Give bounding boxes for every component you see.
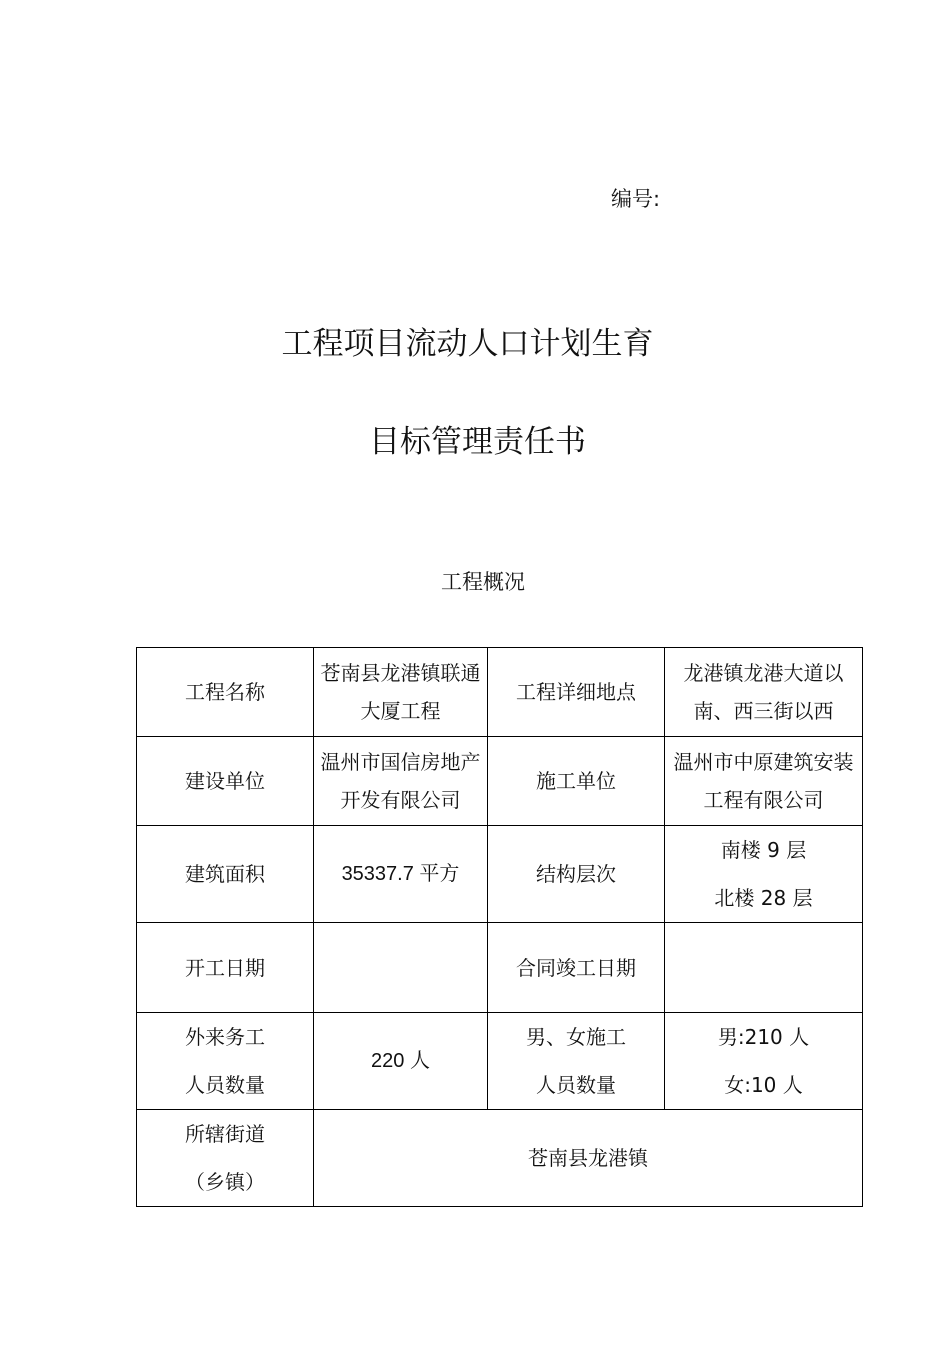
table-row bbox=[137, 737, 863, 826]
gender-workers-value bbox=[665, 1013, 863, 1110]
table-row bbox=[137, 826, 863, 923]
table-row bbox=[137, 1013, 863, 1110]
jurisdiction-label-line2: （乡镇） bbox=[185, 1170, 265, 1194]
male-workers-count: 男:210 人 bbox=[717, 1025, 810, 1049]
migrant-workers-label-line1: 外来务工 bbox=[185, 1025, 265, 1049]
migrant-workers-label-line2: 人员数量 bbox=[185, 1073, 265, 1097]
migrant-workers-value: 220 人 bbox=[314, 1013, 488, 1110]
document-title-line1: 工程项目流动人口计划生育 bbox=[281, 326, 654, 362]
female-workers-count: 女:10 人 bbox=[724, 1073, 803, 1097]
structure-floors-value bbox=[665, 826, 863, 923]
project-location-label: 工程详细地点 bbox=[488, 648, 665, 737]
project-name-label: 工程名称 bbox=[137, 648, 314, 737]
start-date-label: 开工日期 bbox=[137, 923, 314, 1013]
table-row bbox=[137, 923, 863, 1013]
jurisdiction-label bbox=[137, 1110, 314, 1207]
project-overview-table bbox=[136, 647, 863, 1207]
table-row bbox=[137, 1110, 863, 1207]
north-building-floors: 北楼 28 层 bbox=[714, 886, 813, 910]
south-building-floors: 南楼 9 层 bbox=[720, 838, 807, 862]
contract-completion-date-label: 合同竣工日期 bbox=[488, 923, 665, 1013]
jurisdiction-label-line1: 所辖街道 bbox=[185, 1122, 265, 1146]
developer-label: 建设单位 bbox=[137, 737, 314, 826]
section-title: 工程概况 bbox=[441, 570, 525, 594]
floor-area-value: 35337.7 平方 bbox=[314, 826, 488, 923]
floor-area-label: 建筑面积 bbox=[137, 826, 314, 923]
migrant-workers-label bbox=[137, 1013, 314, 1110]
project-location-value: 龙港镇龙港大道以南、西三街以西 bbox=[665, 648, 863, 737]
developer-value: 温州市国信房地产开发有限公司 bbox=[314, 737, 488, 826]
contract-completion-date-value bbox=[665, 923, 863, 1013]
jurisdiction-value: 苍南县龙港镇 bbox=[314, 1110, 863, 1207]
table-row bbox=[137, 648, 863, 737]
project-name-value: 苍南县龙港镇联通大厦工程 bbox=[314, 648, 488, 737]
contractor-value: 温州市中原建筑安装工程有限公司 bbox=[665, 737, 863, 826]
gender-workers-label bbox=[488, 1013, 665, 1110]
document-title-line2: 目标管理责任书 bbox=[369, 424, 586, 460]
structure-floors-label: 结构层次 bbox=[488, 826, 665, 923]
contractor-label: 施工单位 bbox=[488, 737, 665, 826]
serial-number-label: 编号: bbox=[611, 187, 661, 211]
start-date-value bbox=[314, 923, 488, 1013]
gender-workers-label-line1: 男、女施工 bbox=[526, 1025, 626, 1049]
gender-workers-label-line2: 人员数量 bbox=[536, 1073, 616, 1097]
